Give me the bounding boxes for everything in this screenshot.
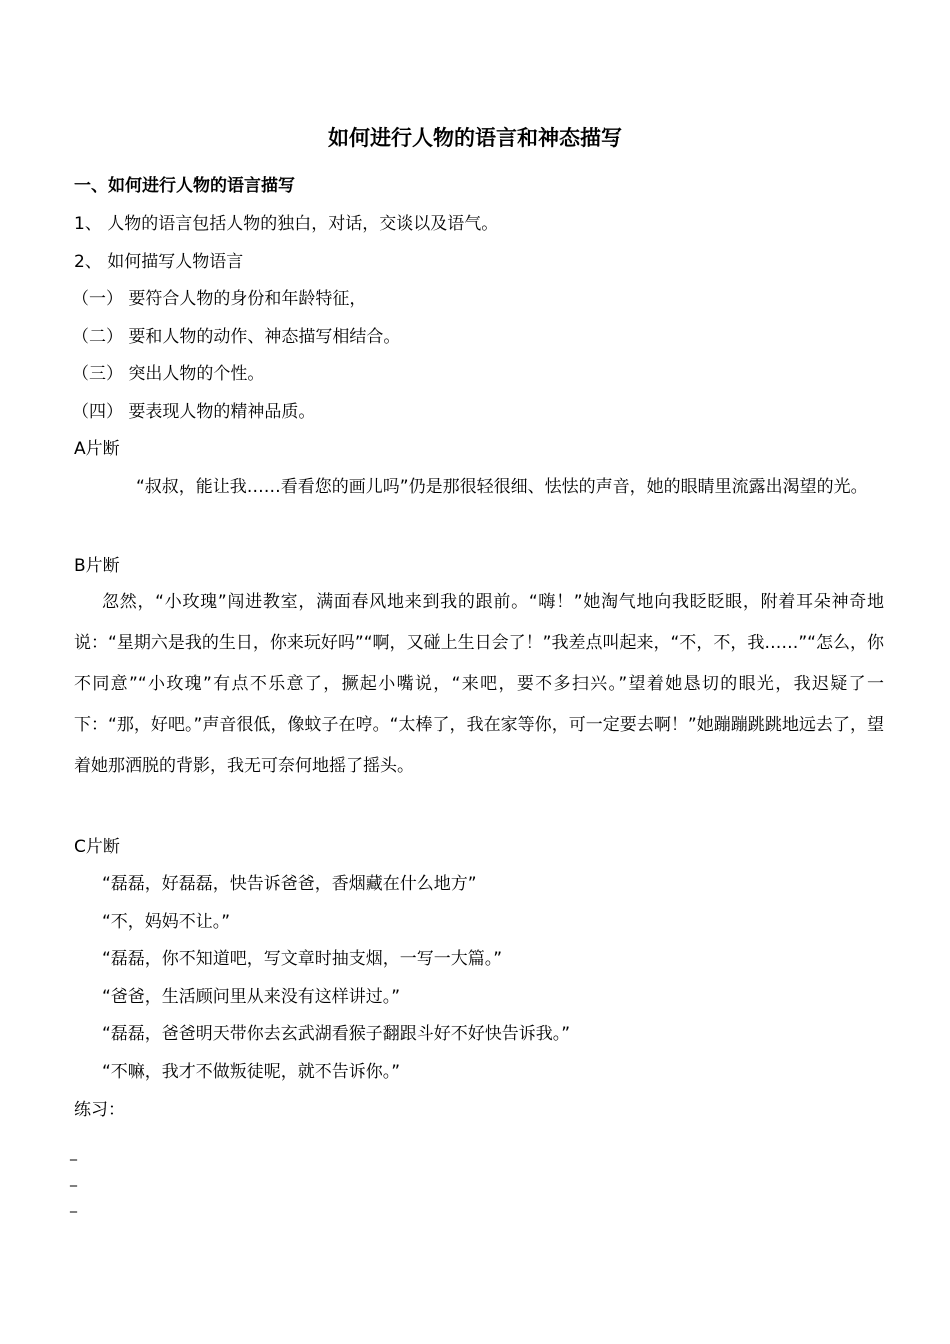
fragment-a-text: “叔叔，能让我……看看您的画儿吗”仍是那很轻很细、怯怯的声音，她的眼睛里流露出渴望的光。 <box>136 477 868 497</box>
fragment-c-label: C片断 <box>74 837 120 857</box>
blank-line: _ <box>70 1197 77 1213</box>
subpoint-2: （二） 要和人物的动作、神态描写相结合。 <box>72 327 401 347</box>
blank-line: _ <box>70 1145 77 1161</box>
fragment-b-label: B片断 <box>74 556 120 576</box>
point-2: 2、 如何描写人物语言 <box>74 252 244 272</box>
section-heading: 一、如何进行人物的语言描写 <box>74 176 295 196</box>
document-title: 如何进行人物的语言和神态描写 <box>328 125 622 150</box>
dialogue-line: “磊磊，好磊磊，快告诉爸爸，香烟藏在什么地方” <box>102 874 477 894</box>
dialogue-line: “磊磊，你不知道吧，写文章时抽支烟，一写一大篇。” <box>102 949 503 969</box>
subpoint-4: （四） 要表现人物的精神品质。 <box>72 402 316 422</box>
subpoint-3: （三） 突出人物的个性。 <box>72 364 265 384</box>
dialogue-line: “磊磊，爸爸明天带你去玄武湖看猴子翻跟斗好不好快告诉我。” <box>102 1024 571 1044</box>
point-1: 1、 人物的语言包括人物的独白，对话，交谈以及语气。 <box>74 214 499 234</box>
practice-label: 练习： <box>74 1100 125 1120</box>
fragment-a-label: A片断 <box>74 439 120 459</box>
dialogue-line: “爸爸，生活顾问里从来没有这样讲过。” <box>102 987 401 1007</box>
blank-line: _ <box>70 1171 77 1187</box>
dialogue-line: “不，妈妈不让。” <box>102 912 231 932</box>
subpoint-1: （一） 要符合人物的身份和年龄特征， <box>72 289 367 309</box>
fragment-b-text: 忽然，“小玫瑰”闯进教室，满面春风地来到我的跟前。“嗨！”她淘气地向我眨眨眼，附着耳朵神奇地说：“星期六是我的生日，你来玩好吗”“啊，又碰上生日会了！”我差点叫起来，“不，不，我……”“怎么，你不同意”“小玫瑰”有点不乐意了，撅起小嘴说，“来吧，要不多扫兴。”望着她恳切的眼光，我迟疑了一下：“那，好吧。”声音很低，像蚊子在哼。“太棒了，我在家等你，可一定要去啊！”她蹦蹦跳跳地远去了，望着她那洒脱的背影，我无可奈何地摇了摇头。 <box>74 592 884 776</box>
dialogue-line: “不嘛，我才不做叛徒呢，就不告诉你。” <box>102 1062 401 1082</box>
